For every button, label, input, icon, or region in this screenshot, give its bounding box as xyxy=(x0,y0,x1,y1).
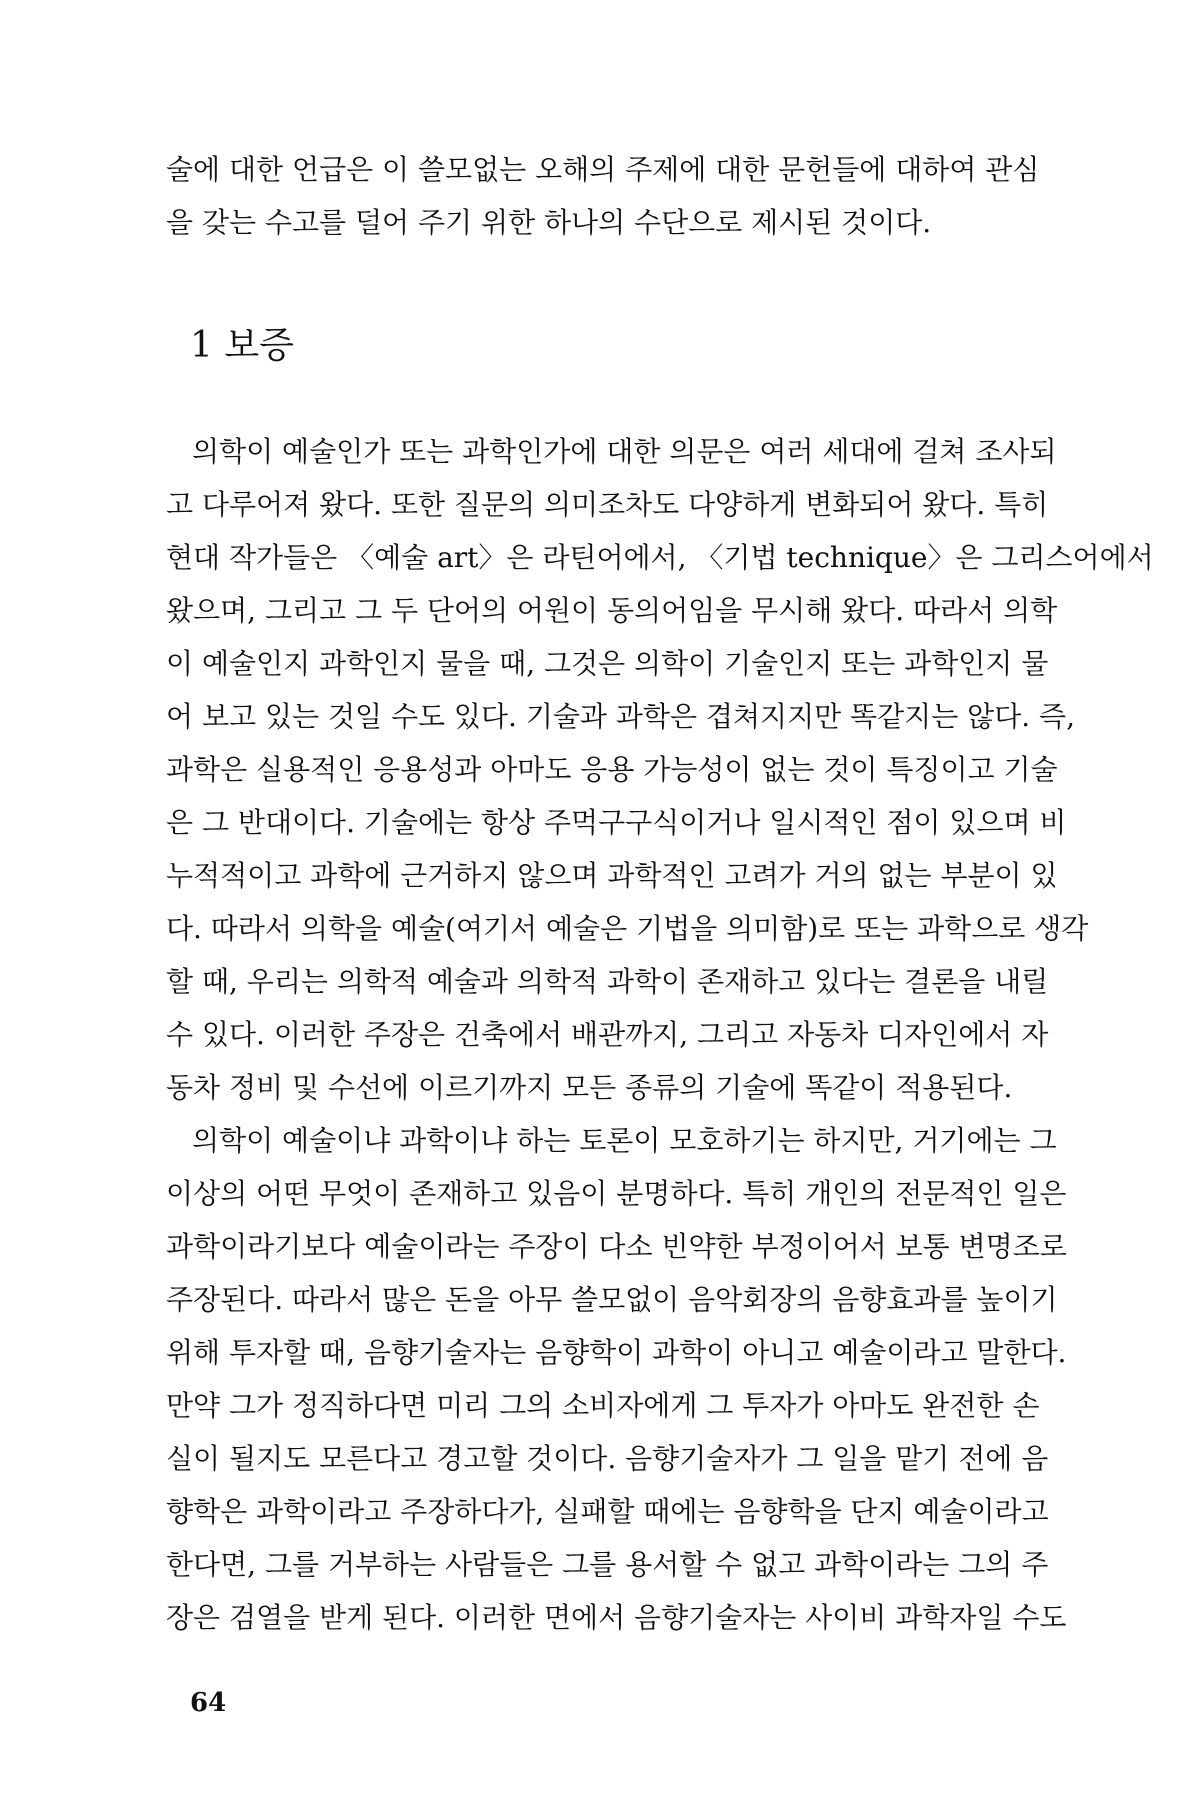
text-line: 이상의 어떤 무엇이 존재하고 있음이 분명하다. 특히 개인의 전문적인 일은 xyxy=(166,1177,1067,1210)
text-line: 의학이 예술인가 또는 과학인가에 대한 의문은 여러 세대에 걸쳐 조사되 xyxy=(192,435,1057,468)
text-line: 다. 따라서 의학을 예술(여기서 예술은 기법을 의미함)로 또는 과학으로 생각 xyxy=(166,912,1089,945)
text-line: 왔으며, 그리고 그 두 단어의 어원이 동의어임을 무시해 왔다. 따라서 의학 xyxy=(166,594,1058,627)
text-line: 과학이라기보다 예술이라는 주장이 다소 빈약한 부정이어서 보통 변명조로 xyxy=(166,1230,1067,1263)
text-line: 누적적이고 과학에 근거하지 않으며 과학적인 고려가 거의 없는 부분이 있 xyxy=(166,859,1058,892)
text-line: 만약 그가 정직하다면 미리 그의 소비자에게 그 투자가 아마도 완전한 손 xyxy=(166,1389,1040,1422)
text-line: 현대 작가들은 〈예술 art〉은 라틴어에서, 〈기법 technique〉은 그리스어에서 xyxy=(166,541,1154,574)
text-line: 실이 될지도 모른다고 경고할 것이다. 음향기술자가 그 일을 맡기 전에 음 xyxy=(166,1442,1049,1475)
text-line: 어 보고 있는 것일 수도 있다. 기술과 과학은 겹쳐지지만 똑같지는 않다. 즉, xyxy=(166,700,1076,733)
text-line: 과학은 실용적인 응용성과 아마도 응용 가능성이 없는 것이 특징이고 기술 xyxy=(166,753,1058,786)
text-line: 수 있다. 이러한 주장은 건축에서 배관까지, 그리고 자동차 디자인에서 자 xyxy=(166,1018,1049,1051)
text-line: 을 갖는 수고를 덜어 주기 위한 하나의 수단으로 제시된 것이다. xyxy=(166,206,932,239)
text-line: 장은 검열을 받게 된다. 이러한 면에서 음향기술자는 사이비 과학자일 수도 xyxy=(166,1601,1067,1634)
text-line: 술에 대한 언급은 이 쓸모없는 오해의 주제에 대한 문헌들에 대하여 관심 xyxy=(166,153,1040,186)
text-line: 이 예술인지 과학인지 물을 때, 그것은 의학이 기술인지 또는 과학인지 물 xyxy=(166,647,1049,680)
text-line: 위해 투자할 때, 음향기술자는 음향학이 과학이 아니고 예술이라고 말한다. xyxy=(166,1336,1067,1369)
text-line: 고 다루어져 왔다. 또한 질문의 의미조차도 다양하게 변화되어 왔다. 특히 xyxy=(166,488,1049,521)
text-line: 할 때, 우리는 의학적 예술과 의학적 과학이 존재하고 있다는 결론을 내릴 xyxy=(166,965,1049,998)
page-number: 64 xyxy=(190,1688,227,1718)
text-line: 은 그 반대이다. 기술에는 항상 주먹구구식이거나 일시적인 점이 있으며 비 xyxy=(166,806,1067,839)
text-line: 한다면, 그를 거부하는 사람들은 그를 용서할 수 없고 과학이라는 그의 주 xyxy=(166,1548,1049,1581)
text-line: 의학이 예술이냐 과학이냐 하는 토론이 모호하기는 하지만, 거기에는 그 xyxy=(192,1124,1057,1157)
text-line: 향학은 과학이라고 주장하다가, 실패할 때에는 음향학을 단지 예술이라고 xyxy=(166,1495,1049,1528)
section-heading: 1 보증 xyxy=(190,325,294,366)
text-line: 주장된다. 따라서 많은 돈을 아무 쓸모없이 음악회장의 음향효과를 높이기 xyxy=(166,1283,1058,1316)
text-line: 동차 정비 및 수선에 이르기까지 모든 종류의 기술에 똑같이 적용된다. xyxy=(166,1071,1013,1104)
